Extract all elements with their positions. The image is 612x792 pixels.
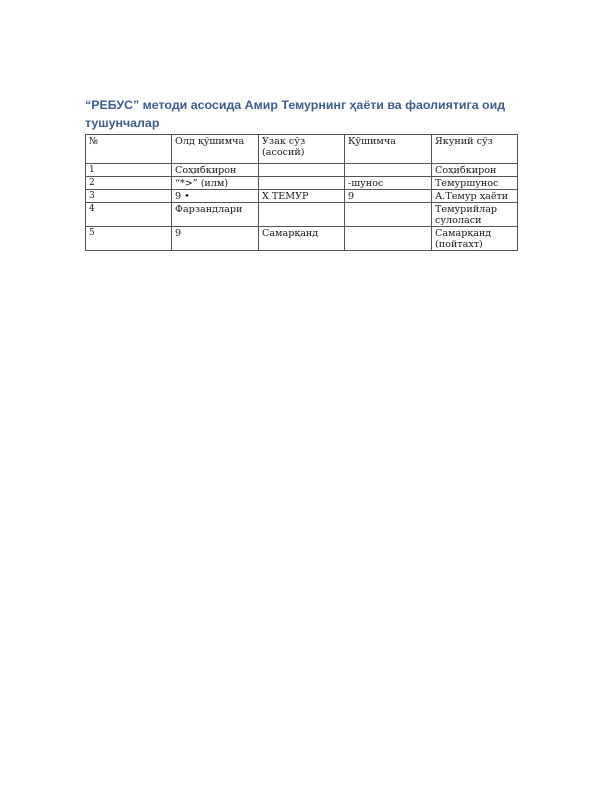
table-row — [86, 164, 518, 177]
row-root-word: Самарқанд — [259, 227, 345, 251]
row-suffix — [345, 203, 432, 227]
row-final-word: Соҳибкирон — [432, 164, 518, 177]
table-header-row — [86, 135, 518, 164]
table-row — [86, 190, 518, 203]
row-root-word: Х ТЕМУР — [259, 190, 345, 203]
header-number: № — [86, 135, 172, 164]
row-number: 5 — [86, 227, 172, 251]
row-final-word: Темурийлар сулоласи — [432, 203, 518, 227]
row-prefix: Соҳибкирон — [172, 164, 259, 177]
row-suffix: -шунос — [345, 177, 432, 190]
table-row — [86, 177, 518, 190]
row-prefix: Фарзандлари — [172, 203, 259, 227]
row-prefix: 9 — [172, 227, 259, 251]
row-root-word — [259, 177, 345, 190]
header-root-word: Узак сўз (асосий) — [259, 135, 345, 164]
table-row — [86, 203, 518, 227]
row-number: 2 — [86, 177, 172, 190]
row-number: 3 — [86, 190, 172, 203]
row-suffix — [345, 164, 432, 177]
row-prefix: “*>” (илм) — [172, 177, 259, 190]
row-suffix: 9 — [345, 190, 432, 203]
table-row — [86, 227, 518, 251]
header-suffix: Қўшимча — [345, 135, 432, 164]
row-root-word — [259, 203, 345, 227]
row-prefix: 9 • — [172, 190, 259, 203]
rebus-table — [85, 134, 518, 251]
row-final-word: Темуршунос — [432, 177, 518, 190]
row-root-word — [259, 164, 345, 177]
row-number: 1 — [86, 164, 172, 177]
row-suffix — [345, 227, 432, 251]
row-final-word: А.Темур ҳаёти — [432, 190, 518, 203]
row-final-word: Самарқанд (пойтахт) — [432, 227, 518, 251]
header-final-word: Якуний сўз — [432, 135, 518, 164]
document-title: “РЕБУС” методи асосида Амир Темурнинг ҳаёти ва фаолиятига оид тушунчалар — [85, 98, 506, 130]
header-prefix: Олд қўшимча — [172, 135, 259, 164]
row-number: 4 — [86, 203, 172, 227]
